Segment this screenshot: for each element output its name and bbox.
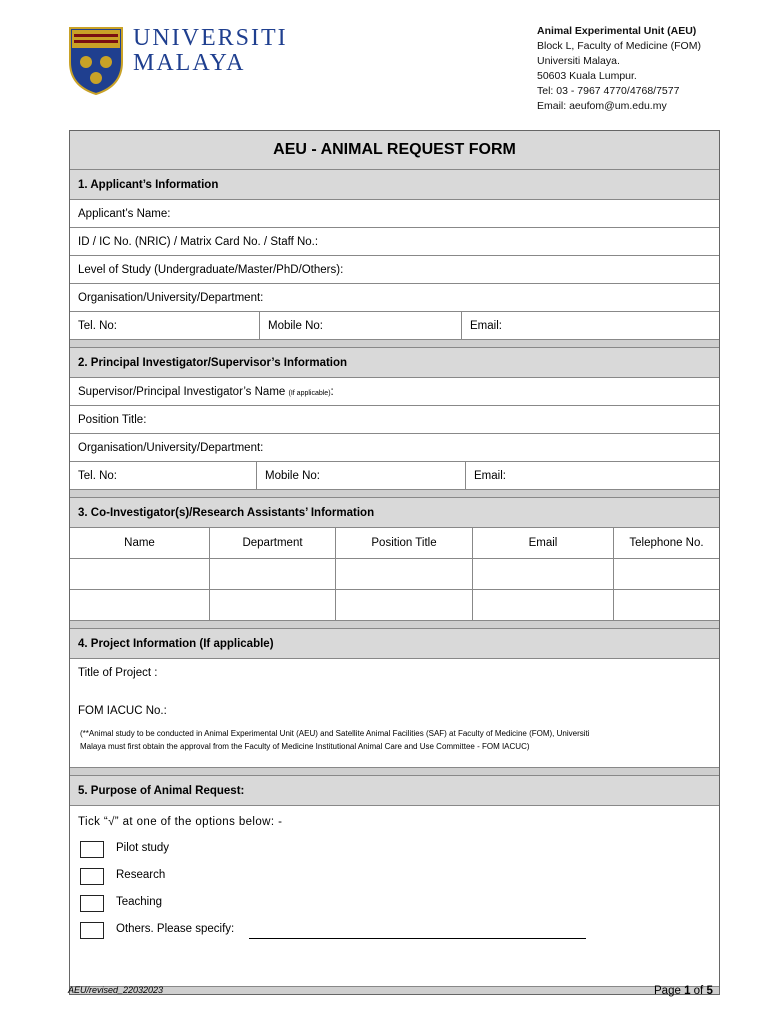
iacuc-number-field[interactable]: FOM IACUC No.: (78, 705, 167, 717)
address-line-1: Block L, Faculty of Medicine (FOM) (537, 40, 701, 52)
section-divider (70, 490, 719, 498)
col-telephone: Telephone No. (614, 528, 720, 559)
section-2-heading: 2. Principal Investigator/Supervisor’s Information (70, 348, 719, 378)
section-3-heading: 3. Co-Investigator(s)/Research Assistants’ Information (70, 498, 719, 528)
col-name: Name (70, 528, 210, 559)
section-5-heading: 5. Purpose of Animal Request: (70, 776, 719, 806)
table-cell[interactable] (473, 590, 614, 621)
section-4-heading: 4. Project Information (If applicable) (70, 629, 719, 659)
iacuc-note-line-2: Malaya must first obtain the approval from the Faculty of Medicine Institutional Animal Care and Use Committee - FOM IACUC) (80, 742, 530, 751)
contact-email: Email: aeufom@um.edu.my (537, 100, 667, 112)
form-title: AEU - ANIMAL REQUEST FORM (70, 131, 719, 170)
teaching-checkbox[interactable] (80, 895, 104, 912)
others-checkbox[interactable] (80, 922, 104, 939)
applicant-org-field[interactable]: Organisation/University/Department: (70, 284, 719, 312)
applicant-id-field[interactable]: ID / IC No. (NRIC) / Matrix Card No. / Staff No.: (70, 228, 719, 256)
page-current: 1 (684, 985, 691, 997)
section-divider (70, 340, 719, 348)
page-prefix: Page (654, 985, 685, 997)
others-specify-line[interactable] (249, 938, 586, 939)
colon: : (330, 386, 334, 398)
table-row (70, 559, 719, 590)
project-title-field[interactable]: Title of Project : (78, 667, 158, 679)
supervisor-tel-field[interactable]: Tel. No: (70, 462, 257, 489)
applicant-name-field[interactable]: Applicant’s Name: (70, 200, 719, 228)
crest-icon (68, 26, 124, 96)
col-position-title: Position Title (336, 528, 473, 559)
others-label: Others. Please specify: (116, 923, 235, 935)
supervisor-email-field[interactable]: Email: (474, 470, 506, 482)
address-line-2: Universiti Malaya. (537, 55, 620, 67)
position-title-field[interactable]: Position Title: (70, 406, 719, 434)
page-total: 5 (706, 985, 713, 997)
applicant-contact-row (70, 312, 719, 340)
iacuc-note (80, 727, 720, 753)
table-cell[interactable] (336, 559, 473, 590)
table-cell[interactable] (210, 590, 336, 621)
revision-label: AEU/revised_22032023 (68, 985, 164, 995)
applicant-tel-field[interactable]: Tel. No: (70, 312, 260, 339)
page-number (654, 985, 713, 997)
address-line-3: 50603 Kuala Lumpur. (537, 70, 637, 82)
research-checkbox[interactable] (80, 868, 104, 885)
col-email: Email (473, 528, 614, 559)
table-cell[interactable] (614, 559, 720, 590)
supervisor-name-field[interactable] (70, 378, 719, 406)
section-1-heading: 1. Applicant’s Information (70, 170, 719, 200)
if-applicable-note: (If applicable) (288, 390, 331, 397)
tick-instruction: Tick “√” at one of the options below: - (78, 816, 283, 828)
contact-tel: Tel: 03 - 7967 4770/4768/7577 (537, 85, 680, 97)
pilot-study-checkbox[interactable] (80, 841, 104, 858)
table-row (70, 590, 719, 621)
supervisor-mobile-field[interactable]: Mobile No: (257, 462, 466, 489)
table-cell[interactable] (70, 559, 210, 590)
iacuc-note-line-1: (**Animal study to be conducted in Animal Experimental Unit (AEU) and Satellite Animal Facilities (SAF) at Faculty of Medicine (FOM), Universiti (80, 729, 590, 738)
table-cell[interactable] (614, 590, 720, 621)
teaching-label: Teaching (116, 896, 163, 908)
table-cell[interactable] (473, 559, 614, 590)
supervisor-contact-row (70, 462, 719, 490)
university-logo (68, 26, 298, 96)
supervisor-name-label: Supervisor/Principal Investigator’s Name (78, 386, 286, 398)
contact-block (537, 24, 701, 114)
project-info-block (70, 659, 719, 768)
co-investigator-table (70, 528, 719, 621)
pilot-study-label: Pilot study (116, 842, 170, 854)
logo-line-2: MALAYA (133, 50, 246, 76)
level-of-study-field[interactable]: Level of Study (Undergraduate/Master/PhD/Others): (70, 256, 719, 284)
table-cell[interactable] (336, 590, 473, 621)
page-of: of (690, 985, 707, 997)
section-divider (70, 768, 719, 776)
applicant-mobile-field[interactable]: Mobile No: (260, 312, 462, 339)
purpose-block (70, 806, 719, 987)
research-label: Research (116, 869, 166, 881)
supervisor-org-field[interactable]: Organisation/University/Department: (70, 434, 719, 462)
table-cell[interactable] (70, 590, 210, 621)
section-divider (70, 987, 719, 994)
table-header-row (70, 528, 719, 559)
animal-request-form (69, 130, 720, 995)
table-cell[interactable] (210, 559, 336, 590)
section-divider (70, 621, 719, 629)
col-department: Department (210, 528, 336, 559)
applicant-email-field[interactable]: Email: (470, 320, 502, 332)
logo-line-1: UNIVERSITI (133, 25, 288, 51)
unit-name: Animal Experimental Unit (AEU) (537, 25, 697, 37)
